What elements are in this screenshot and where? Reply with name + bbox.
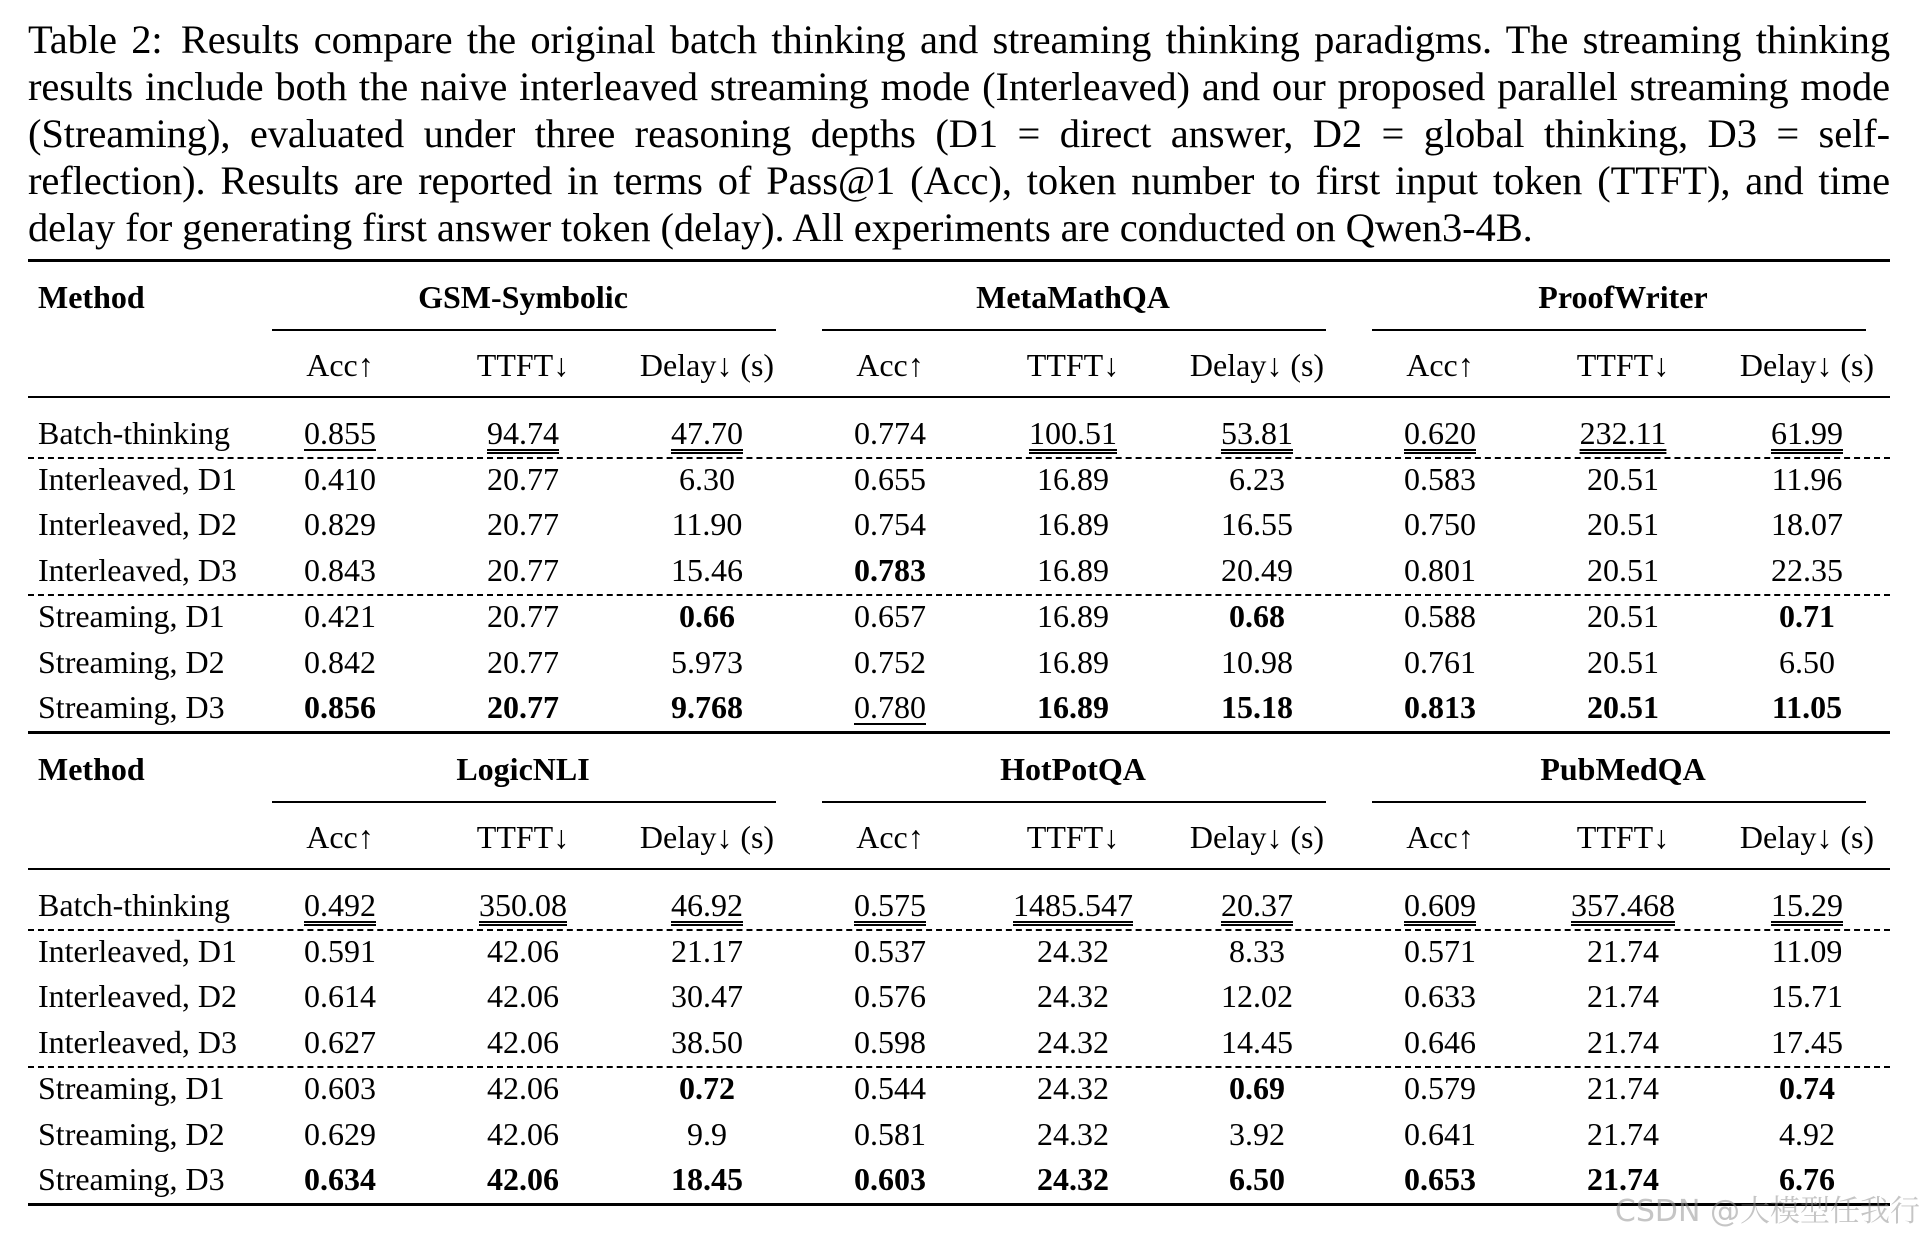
table-cell: 15.18: [1221, 689, 1293, 725]
table-cell: 42.06: [487, 1116, 559, 1152]
dataset-cmidrule: [822, 329, 1326, 331]
table-cell: 24.32: [1037, 1116, 1109, 1152]
metric-header: Acc↑: [306, 819, 374, 855]
table-cell: 21.17: [671, 933, 743, 969]
table-cell: 24.32: [1037, 1024, 1109, 1060]
dataset-cmidrule: [822, 801, 1326, 803]
table-cell: 15.71: [1771, 978, 1843, 1014]
table-cell: 0.646: [1404, 1024, 1476, 1060]
table-cell: 24.32: [1037, 933, 1109, 969]
table-cell: 0.68: [1229, 598, 1285, 634]
table-cell: 20.51: [1587, 689, 1659, 725]
table-cell: 0.842: [304, 644, 376, 680]
table-cell: 0.780: [854, 689, 926, 725]
row-group-dashed-rule: [28, 594, 1890, 596]
table-cell: 11.90: [671, 506, 743, 542]
table-cell: 21.74: [1587, 933, 1659, 969]
table-cell: 46.92: [671, 887, 743, 923]
metric-header: Delay↓ (s): [639, 819, 775, 855]
dataset-header: MetaMathQA: [976, 279, 1170, 315]
metric-header: TTFT↓: [476, 347, 570, 383]
metric-header: Acc↑: [1406, 347, 1474, 383]
table-cell: 0.603: [854, 1161, 926, 1197]
row-method-label: Interleaved, D2: [38, 978, 238, 1014]
table-cell: 6.23: [1229, 461, 1285, 497]
row-method-label: Batch-thinking: [38, 887, 230, 923]
table-cell: 0.581: [854, 1116, 926, 1152]
table-cell: 10.98: [1221, 644, 1293, 680]
table-cell: 16.89: [1037, 552, 1109, 588]
table-cell: 16.89: [1037, 689, 1109, 725]
header-midrule: [28, 868, 1890, 870]
table-cell: 100.51: [1029, 415, 1117, 451]
table-cell: 0.754: [854, 506, 926, 542]
table-cell: 4.92: [1779, 1116, 1835, 1152]
table-cell: 24.32: [1037, 978, 1109, 1014]
dataset-header: ProofWriter: [1538, 279, 1708, 315]
table-cell: 350.08: [479, 887, 567, 923]
table-cell: 20.51: [1587, 506, 1659, 542]
table-cell: 0.856: [304, 689, 376, 725]
table-caption: [28, 16, 1890, 251]
metric-header: Acc↑: [1406, 819, 1474, 855]
row-group-dashed-rule: [28, 457, 1890, 459]
dataset-cmidrule: [272, 329, 776, 331]
table-cell: 0.633: [1404, 978, 1476, 1014]
metric-header: Acc↑: [306, 347, 374, 383]
table-cell: 0.843: [304, 552, 376, 588]
table-cell: 0.657: [854, 598, 926, 634]
table-cell: 0.629: [304, 1116, 376, 1152]
metric-header: Delay↓ (s): [1189, 347, 1325, 383]
table-cell: 0.752: [854, 644, 926, 680]
table-cell: 20.77: [487, 552, 559, 588]
table-cell: 0.750: [1404, 506, 1476, 542]
table-cell: 11.09: [1771, 933, 1843, 969]
metric-header: Delay↓ (s): [1739, 819, 1875, 855]
table-cell: 6.50: [1779, 644, 1835, 680]
table-cell: 0.598: [854, 1024, 926, 1060]
table-cell: 0.72: [679, 1070, 735, 1106]
table-cell: 9.9: [687, 1116, 727, 1152]
table-cell: 42.06: [487, 978, 559, 1014]
table-cell: 24.32: [1037, 1070, 1109, 1106]
table-cell: 30.47: [671, 978, 743, 1014]
table-cell: 20.51: [1587, 644, 1659, 680]
table-cell: 0.829: [304, 506, 376, 542]
table-cell: 0.583: [1404, 461, 1476, 497]
table-cell: 6.76: [1779, 1161, 1835, 1197]
table-cell: 42.06: [487, 1161, 559, 1197]
table-cell: 8.33: [1229, 933, 1285, 969]
table-cell: 94.74: [487, 415, 559, 451]
table-cell: 0.783: [854, 552, 926, 588]
metric-header: Acc↑: [856, 347, 924, 383]
table-cell: 0.614: [304, 978, 376, 1014]
table-cell: 12.02: [1221, 978, 1293, 1014]
table-cell: 0.492: [304, 887, 376, 923]
table-cell: 22.35: [1771, 552, 1843, 588]
dataset-cmidrule: [1372, 329, 1866, 331]
table-cell: 0.421: [304, 598, 376, 634]
table-cell: 16.89: [1037, 461, 1109, 497]
row-method-label: Streaming, D3: [38, 689, 225, 725]
table-cell: 17.45: [1771, 1024, 1843, 1060]
table-cell: 42.06: [487, 1024, 559, 1060]
table-cell: 14.45: [1221, 1024, 1293, 1060]
row-method-label: Streaming, D1: [38, 1070, 225, 1106]
table-cell: 20.37: [1221, 887, 1293, 923]
table-cell: 0.579: [1404, 1070, 1476, 1106]
method-header: Method: [38, 751, 145, 787]
table-cell: 0.576: [854, 978, 926, 1014]
table-cell: 0.801: [1404, 552, 1476, 588]
row-method-label: Streaming, D3: [38, 1161, 225, 1197]
table-cell: 0.544: [854, 1070, 926, 1106]
metric-header: TTFT↓: [1576, 347, 1670, 383]
table-cell: 42.06: [487, 933, 559, 969]
caption-label: Table 2:: [28, 17, 163, 62]
table-cell: 0.609: [1404, 887, 1476, 923]
metric-header: TTFT↓: [476, 819, 570, 855]
metric-header: TTFT↓: [1576, 819, 1670, 855]
table-cell: 0.774: [854, 415, 926, 451]
table-cell: 6.30: [679, 461, 735, 497]
table-cell: 20.77: [487, 689, 559, 725]
table-cell: 0.74: [1779, 1070, 1835, 1106]
table-cell: 42.06: [487, 1070, 559, 1106]
table-cell: 53.81: [1221, 415, 1293, 451]
table-cell: 6.50: [1229, 1161, 1285, 1197]
dataset-header: HotPotQA: [1000, 751, 1146, 787]
row-method-label: Streaming, D1: [38, 598, 225, 634]
table-cell: 21.74: [1587, 1024, 1659, 1060]
table-cell: 16.89: [1037, 598, 1109, 634]
metric-header: TTFT↓: [1026, 819, 1120, 855]
watermark: CSDN @大模型任我行: [1614, 1194, 1920, 1229]
table-cell: 0.620: [1404, 415, 1476, 451]
table-cell: 20.77: [487, 461, 559, 497]
caption-text: Results compare the original batch thinking and streaming thinking paradigms. The streaming thinking results include both the naive interleaved streaming mode (Interleaved) and our proposed parallel streaming mode (Streaming), evaluated under three reasoning depths (D1 = direct answer, D2 = global thinking, D3 = self-reflection). Results are reported in terms of Pass@1 (Acc), token number to first input token (TTFT), and time delay for generating first answer token (delay). All experiments are conducted on Qwen3-4B.: [28, 17, 1890, 250]
block-separator-rule: [28, 731, 1890, 734]
table-cell: 1485.547: [1013, 887, 1133, 923]
table-cell: 0.575: [854, 887, 926, 923]
row-method-label: Interleaved, D2: [38, 506, 238, 542]
dataset-header: PubMedQA: [1540, 751, 1706, 787]
table-cell: 0.588: [1404, 598, 1476, 634]
table-cell: 0.634: [304, 1161, 376, 1197]
table-cell: 0.641: [1404, 1116, 1476, 1152]
table-cell: 3.92: [1229, 1116, 1285, 1152]
table-cell: 0.653: [1404, 1161, 1476, 1197]
table-cell: 11.05: [1771, 689, 1843, 725]
table-cell: 24.32: [1037, 1161, 1109, 1197]
row-method-label: Streaming, D2: [38, 644, 225, 680]
row-method-label: Interleaved, D3: [38, 1024, 238, 1060]
table-cell: 21.74: [1587, 1161, 1659, 1197]
metric-header: Delay↓ (s): [639, 347, 775, 383]
table-cell: 0.410: [304, 461, 376, 497]
method-header: Method: [38, 279, 145, 315]
metric-header: Delay↓ (s): [1189, 819, 1325, 855]
row-group-dashed-rule: [28, 1066, 1890, 1068]
table-cell: 16.55: [1221, 506, 1293, 542]
table-cell: 20.77: [487, 644, 559, 680]
table-cell: 38.50: [671, 1024, 743, 1060]
table-cell: 20.77: [487, 506, 559, 542]
table-cell: 0.591: [304, 933, 376, 969]
table-cell: 47.70: [671, 415, 743, 451]
dataset-header: GSM-Symbolic: [418, 279, 628, 315]
table-cell: 16.89: [1037, 644, 1109, 680]
table-cell: 0.627: [304, 1024, 376, 1060]
table-cell: 21.74: [1587, 1070, 1659, 1106]
table-cell: 5.973: [671, 644, 743, 680]
table-cell: 18.07: [1771, 506, 1843, 542]
row-method-label: Interleaved, D1: [38, 933, 238, 969]
table-cell: 232.11: [1579, 415, 1667, 451]
table-cell: 20.51: [1587, 598, 1659, 634]
table-cell: 20.51: [1587, 461, 1659, 497]
table-cell: 0.66: [679, 598, 735, 634]
table-cell: 0.655: [854, 461, 926, 497]
table-cell: 16.89: [1037, 506, 1109, 542]
table-cell: 0.69: [1229, 1070, 1285, 1106]
table-cell: 0.761: [1404, 644, 1476, 680]
header-midrule: [28, 396, 1890, 398]
row-method-label: Batch-thinking: [38, 415, 230, 451]
table-cell: 21.74: [1587, 978, 1659, 1014]
table-cell: 0.603: [304, 1070, 376, 1106]
metric-header: TTFT↓: [1026, 347, 1120, 383]
table-cell: 11.96: [1771, 461, 1843, 497]
table-cell: 9.768: [671, 689, 743, 725]
table-cell: 357.468: [1571, 887, 1675, 923]
metric-header: Acc↑: [856, 819, 924, 855]
top-rule: [28, 259, 1890, 262]
dataset-cmidrule: [272, 801, 776, 803]
table-cell: 20.49: [1221, 552, 1293, 588]
table-cell: 15.46: [671, 552, 743, 588]
table-cell: 18.45: [671, 1161, 743, 1197]
row-method-label: Interleaved, D3: [38, 552, 238, 588]
table-cell: 20.51: [1587, 552, 1659, 588]
dataset-header: LogicNLI: [456, 751, 590, 787]
table-cell: 61.99: [1771, 415, 1843, 451]
row-method-label: Streaming, D2: [38, 1116, 225, 1152]
table-cell: 0.537: [854, 933, 926, 969]
table-cell: 15.29: [1771, 887, 1843, 923]
table-cell: 0.71: [1779, 598, 1835, 634]
table-cell: 0.813: [1404, 689, 1476, 725]
table-cell: 0.855: [304, 415, 376, 451]
row-group-dashed-rule: [28, 929, 1890, 931]
table-cell: 21.74: [1587, 1116, 1659, 1152]
table-cell: 20.77: [487, 598, 559, 634]
bottom-rule: [28, 1203, 1890, 1206]
row-method-label: Interleaved, D1: [38, 461, 238, 497]
dataset-cmidrule: [1372, 801, 1866, 803]
metric-header: Delay↓ (s): [1739, 347, 1875, 383]
table-cell: 0.571: [1404, 933, 1476, 969]
